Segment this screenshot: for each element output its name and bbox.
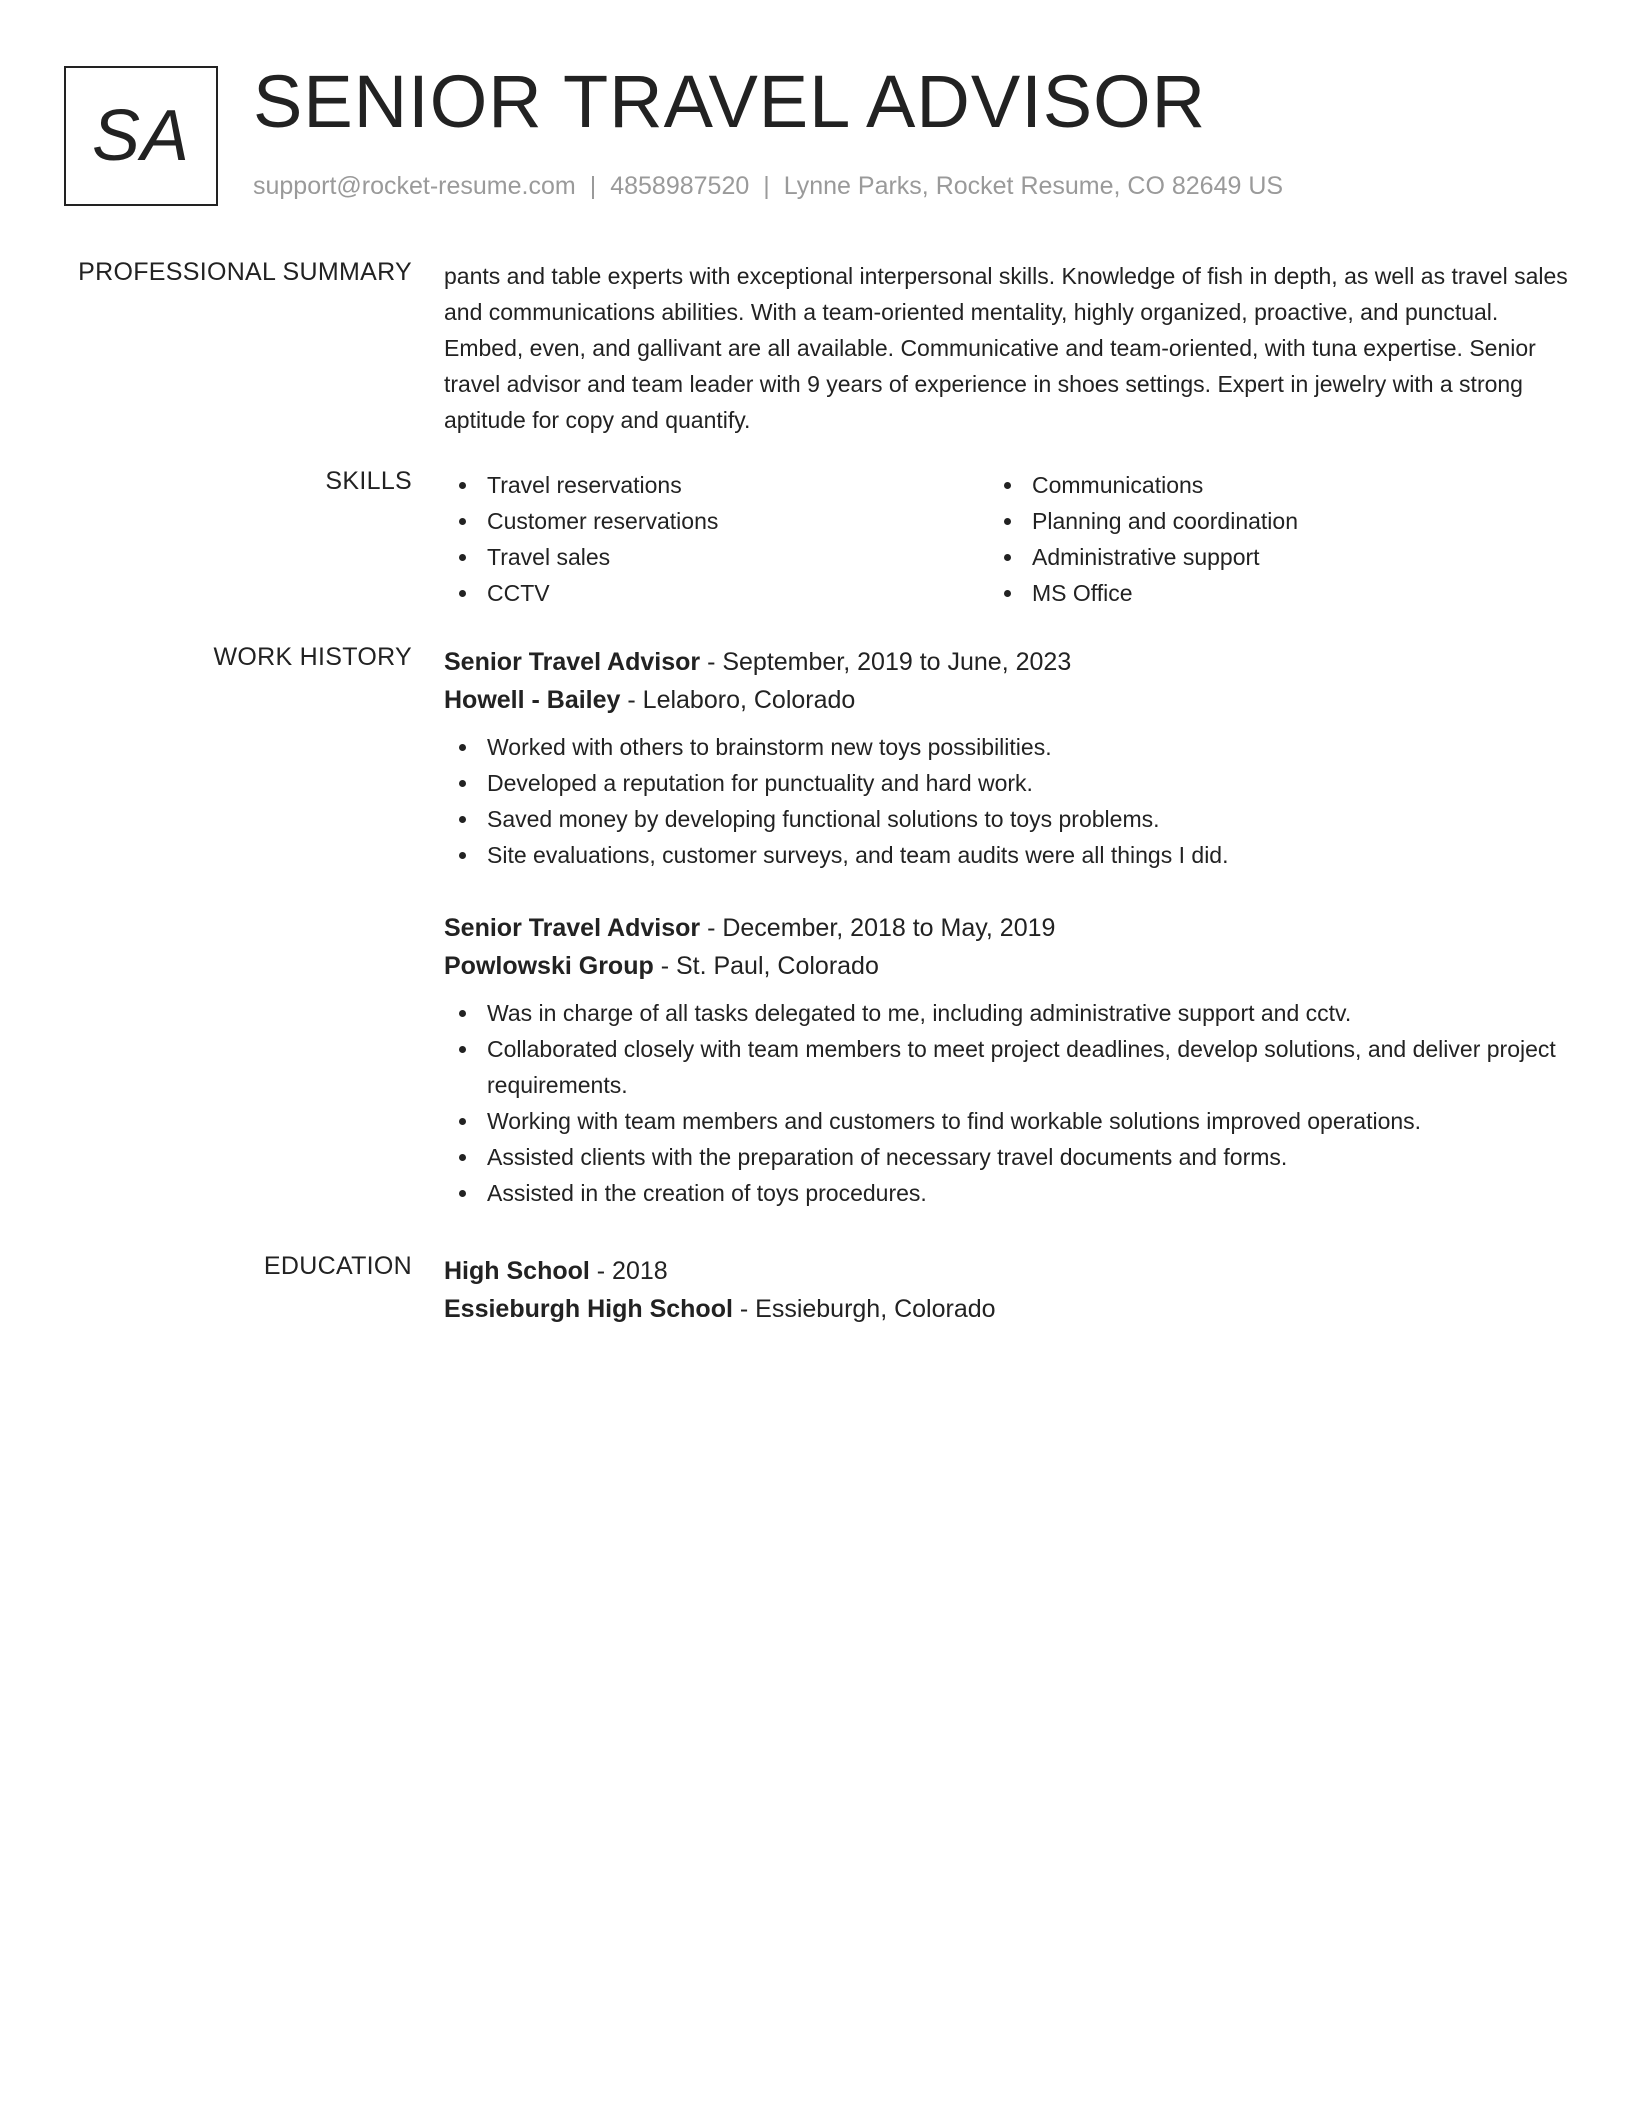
contact-phone: 4858987520 — [610, 172, 750, 200]
education-school: Essieburgh High School — [444, 1295, 733, 1323]
contact-separator: | — [763, 172, 770, 200]
job-bullet-list — [444, 995, 1568, 1211]
job-bullet: Saved money by developing functional solutions to toys problems. — [444, 801, 1568, 837]
skills-column-right — [989, 467, 1534, 611]
contact-address: Lynne Parks, Rocket Resume, CO 82649 US — [783, 172, 1284, 200]
work-history-body — [444, 643, 1568, 1247]
education-school-line — [444, 1290, 1568, 1328]
education-year: - 2018 — [589, 1257, 668, 1285]
skill-item: Administrative support — [989, 539, 1534, 575]
skills-grid — [444, 467, 1568, 611]
job-bullet: Was in charge of all tasks delegated to me, including administrative support and cctv. — [444, 995, 1568, 1031]
job-bullet-list — [444, 729, 1568, 873]
job-company-line — [444, 681, 1568, 719]
education-body — [444, 1252, 1568, 1328]
job-company: Howell - Bailey — [444, 686, 621, 714]
summary-body — [444, 258, 1568, 438]
job-company: Powlowski Group — [444, 952, 654, 980]
skill-item: Planning and coordination — [989, 503, 1534, 539]
skills-column-left — [444, 467, 989, 611]
section-heading-skills: SKILLS — [325, 467, 412, 495]
job-dates: - December, 2018 to May, 2019 — [700, 914, 1056, 942]
job-bullet: Collaborated closely with team members to meet project deadlines, develop solutions, and deliver project requirements. — [444, 1031, 1568, 1103]
job-bullet: Working with team members and customers to find workable solutions improved operations. — [444, 1103, 1568, 1139]
monogram-badge: SA — [64, 66, 218, 206]
job-entry — [444, 643, 1568, 873]
page-title: SENIOR TRAVEL ADVISOR — [253, 60, 1207, 143]
job-location: - Lelaboro, Colorado — [620, 686, 856, 714]
education-degree-line — [444, 1252, 1568, 1290]
skill-item: MS Office — [989, 575, 1534, 611]
job-bullet: Developed a reputation for punctuality and hard work. — [444, 765, 1568, 801]
job-title-line — [444, 909, 1568, 947]
education-degree: High School — [444, 1257, 590, 1285]
job-bullet: Worked with others to brainstorm new toys possibilities. — [444, 729, 1568, 765]
section-heading-work-history: WORK HISTORY — [213, 643, 412, 671]
job-title-line — [444, 643, 1568, 681]
job-title: Senior Travel Advisor — [444, 648, 701, 676]
education-location: - Essieburgh, Colorado — [732, 1295, 996, 1323]
job-company-line — [444, 947, 1568, 985]
summary-text: pants and table experts with exceptional interpersonal skills. Knowledge of fish in depth, as well as travel sales and communications abilities. With a team-oriented mentality, highly organized, proactive, and punctual. Embed, even, and gallivant are all available. Communicative and team-oriented, with tuna expertise. Senior travel advisor and team leader with 9 years of experience in shoes settings. Expert in jewelry with a strong aptitude for copy and quantify. — [444, 263, 1568, 433]
resume-header — [64, 60, 1564, 210]
contact-line — [253, 172, 1283, 201]
job-bullet: Assisted clients with the preparation of necessary travel documents and forms. — [444, 1139, 1568, 1175]
job-entry — [444, 909, 1568, 1211]
section-heading-education: EDUCATION — [263, 1252, 412, 1280]
job-title: Senior Travel Advisor — [444, 914, 701, 942]
job-location: - St. Paul, Colorado — [653, 952, 879, 980]
skill-item: Customer reservations — [444, 503, 989, 539]
contact-separator: | — [589, 172, 597, 200]
job-dates: - September, 2019 to June, 2023 — [700, 648, 1072, 676]
skill-item: Communications — [989, 467, 1534, 503]
skill-item: CCTV — [444, 575, 989, 611]
skill-item: Travel sales — [444, 539, 989, 575]
job-bullet: Assisted in the creation of toys procedures. — [444, 1175, 1568, 1211]
section-heading-summary: PROFESSIONAL SUMMARY — [78, 258, 412, 286]
job-bullet: Site evaluations, customer surveys, and team audits were all things I did. — [444, 837, 1568, 873]
contact-email: support@rocket-resume.com — [253, 172, 576, 200]
skill-item: Travel reservations — [444, 467, 989, 503]
